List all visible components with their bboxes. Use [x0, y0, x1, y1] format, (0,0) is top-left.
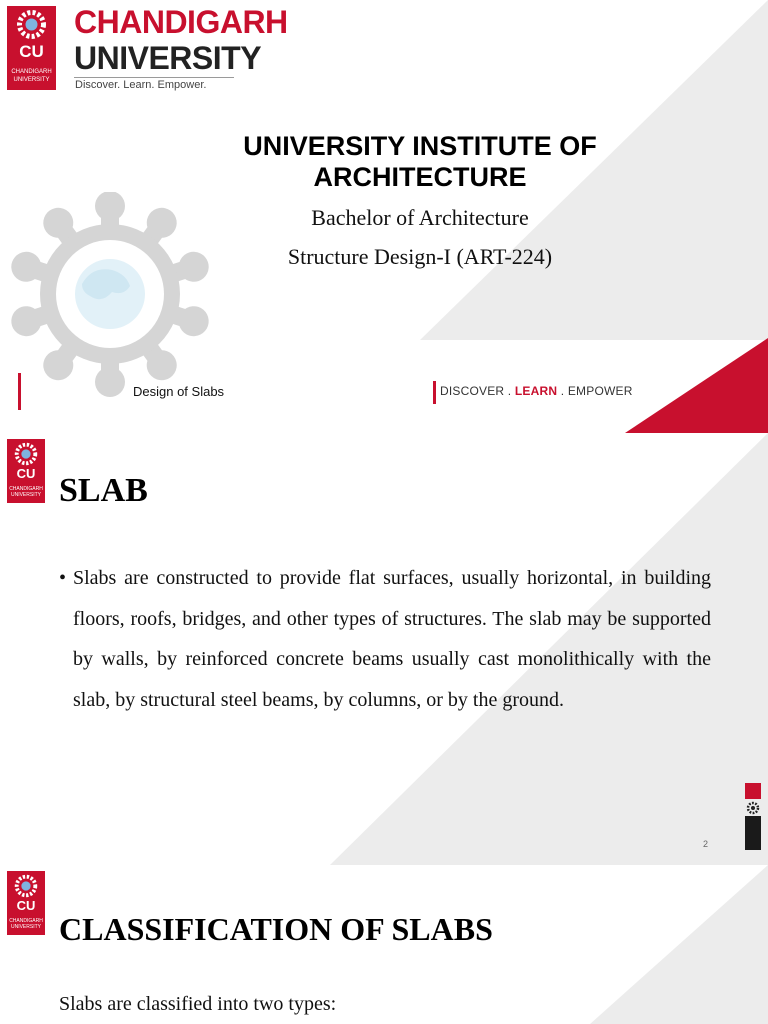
logo-gear-icon	[14, 874, 38, 898]
logo-gear-icon	[16, 9, 47, 40]
course-name: Structure Design-I (ART-224)	[287, 244, 553, 269]
institute-title: UNIVERSITY INSTITUTE OF ARCHITECTURE	[243, 131, 597, 192]
logo-sub-line1: CHANDIGARH	[11, 69, 52, 75]
logo-sub-line1: CHANDIGARH	[9, 486, 43, 492]
cog-globe-icon	[2, 192, 217, 397]
logo-sub-line1: CHANDIGARH	[9, 918, 43, 924]
brand-name-line1: CHANDIGARH	[74, 4, 288, 40]
footer-accent-bar	[18, 373, 21, 410]
bullet-marker: •	[59, 567, 67, 589]
university-logo	[7, 439, 45, 503]
slide-heading: SLAB	[59, 472, 148, 509]
program-name: Bachelor of Architecture	[311, 205, 529, 230]
motto-learn: LEARN	[514, 384, 558, 398]
brand-tagline: Discover. Learn. Empower.	[75, 79, 207, 91]
intro-text: Slabs are classified into two types:	[59, 993, 337, 1015]
content-slide-classification	[0, 865, 768, 1024]
university-logo	[7, 871, 45, 935]
slide-heading: CLASSIFICATION OF SLABS	[59, 911, 493, 947]
brand-divider	[74, 77, 234, 78]
university-logo	[7, 6, 56, 90]
page-number: 2	[703, 839, 709, 849]
footer-topic: Design of Slabs	[133, 384, 225, 399]
motto-accent-bar	[433, 381, 436, 404]
brand-wordmark	[74, 6, 288, 74]
brand-name-line2: UNIVERSITY	[74, 40, 262, 76]
logo-cu-text: CU	[16, 898, 36, 913]
motto-empower: . EMPOWER	[557, 384, 633, 398]
title-slide	[0, 0, 768, 433]
side-red-mark	[745, 783, 761, 799]
logo-gear-icon	[14, 442, 38, 466]
motto-discover: DISCOVER .	[440, 384, 515, 398]
logo-cu-text: CU	[19, 42, 44, 61]
footer-motto	[440, 384, 633, 398]
side-black-mark	[745, 816, 761, 850]
bullet-item	[59, 558, 711, 720]
logo-cu-text: CU	[16, 466, 36, 481]
side-gear-icon	[745, 800, 761, 816]
content-slide-slab	[0, 433, 768, 865]
logo-sub-line2: UNIVERSITY	[10, 924, 41, 930]
logo-sub-line2: UNIVERSITY	[13, 77, 50, 83]
logo-sub-line2: UNIVERSITY	[10, 492, 41, 498]
bullet-text: Slabs are constructed to provide flat surfaces, usually horizontal, in building floors, roofs, bridges, and other types of structures. The slab may be supported by walls, by reinforced concrete beams usually cast monolithically with the slab, by structural steel beams, by columns, or by the ground.	[73, 567, 711, 711]
